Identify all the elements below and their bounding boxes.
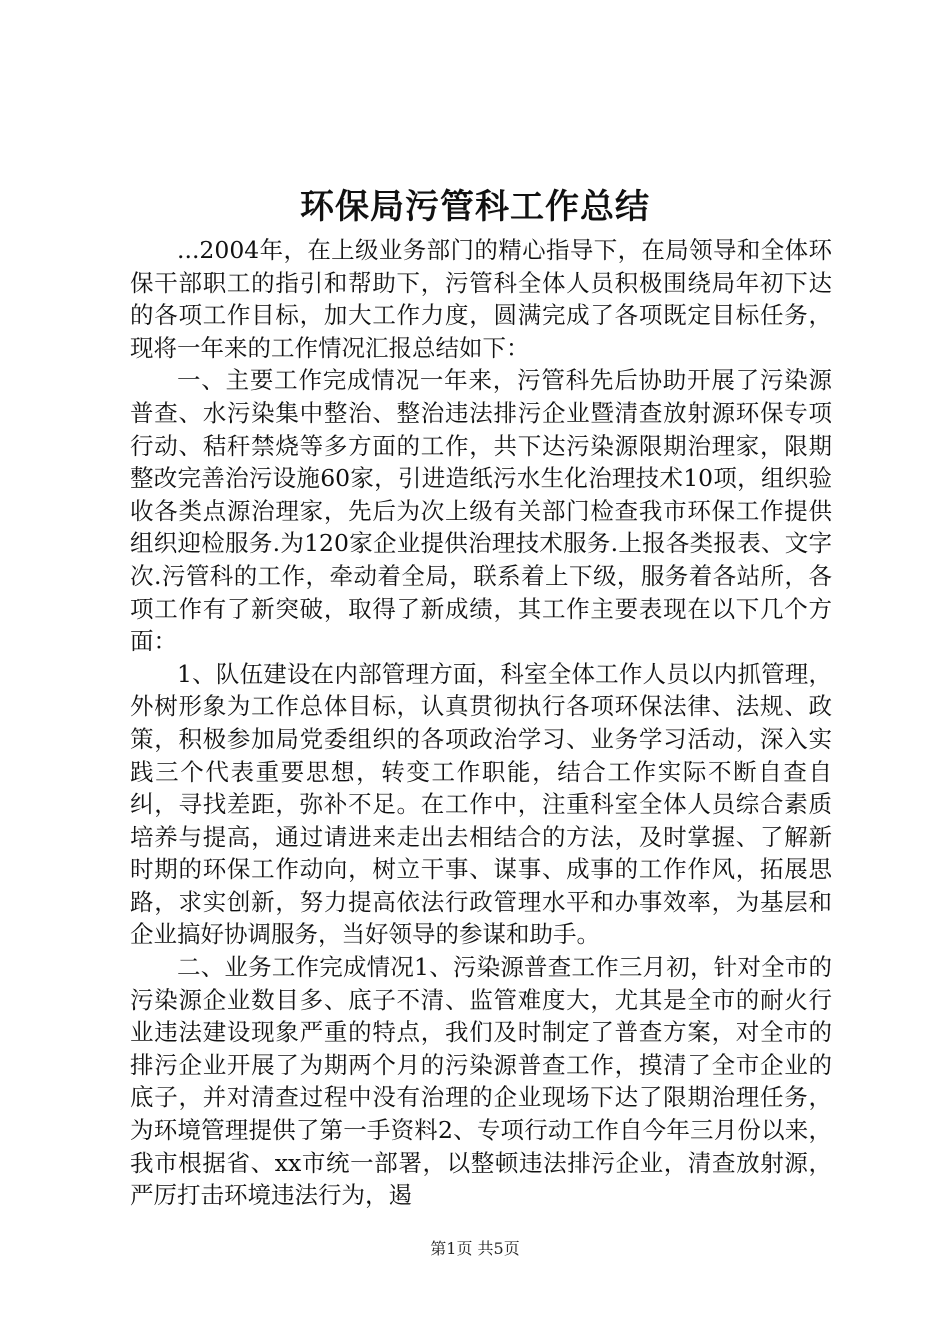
paragraph-intro: ...2004年，在上级业务部门的精心指导下，在局领导和全体环保干部职工的指引和帮助下，污管科全体人员积极围绕局年初下达的各项工作目标，加大工作力度，圆满完成了各项既定目标任务，现将一年来的工作情况汇报总结如下： <box>130 236 832 362</box>
paragraph-main-work: 一、主要工作完成情况一年来，污管科先后协助开展了污染源普查、水污染集中整治、整治违法排污企业暨清查放射源环保专项行动、秸秆禁烧等多方面的工作，共下达污染源限期治理家，限期整改完善治污设施60家，引进造纸污水生化治理技术10项，组织验收各类点源治理家，先后为次上级有关部门检查我市环保工作提供组织迎检服务.为120家企业提供治理技术服务.上报各类报表、文字次.污管科的工作，牵动着全局，联系着上下级，服务着各站所，各项工作有了新突破，取得了新成绩，其工作主要表现在以下几个方面： <box>130 366 832 656</box>
document-body <box>130 234 832 1212</box>
paragraph-business-work: 二、业务工作完成情况1、污染源普查工作三月初，针对全市的污染源企业数目多、底子不清、监管难度大，尤其是全市的耐火行业违法建设现象严重的特点，我们及时制定了普查方案，对全市的排污企业开展了为期两个月的污染源普查工作，摸清了全市企业的底子，并对清查过程中没有治理的企业现场下达了限期治理任务，为环境管理提供了第一手资料2、专项行动工作自今年三月份以来，我市根据省、xx市统一部署，以整顿违法排污企业，清查放射源，严厉打击环境违法行为，遏 <box>130 953 832 1210</box>
page-number-footer: 第1页 共5页 <box>430 1239 520 1258</box>
paragraph-team-building: 1、队伍建设在内部管理方面，科室全体工作人员以内抓管理，外树形象为工作总体目标，认真贯彻执行各项环保法律、法规、政策，积极参加局党委组织的各项政治学习、业务学习活动，深入实践三个代表重要思想，转变工作职能，结合工作实际不断自查自纠，寻找差距，弥补不足。在工作中，注重科室全体人员综合素质培养与提高，通过请进来走出去相结合的方法，及时掌握、了解新时期的环保工作动向，树立干事、谋事、成事的工作作风，拓展思路，求实创新，努力提高依法行政管理水平和办事效率，为基层和企业搞好协调服务，当好领导的参谋和助手。 <box>130 659 832 949</box>
document-title: 环保局污管科工作总结 <box>300 187 650 227</box>
